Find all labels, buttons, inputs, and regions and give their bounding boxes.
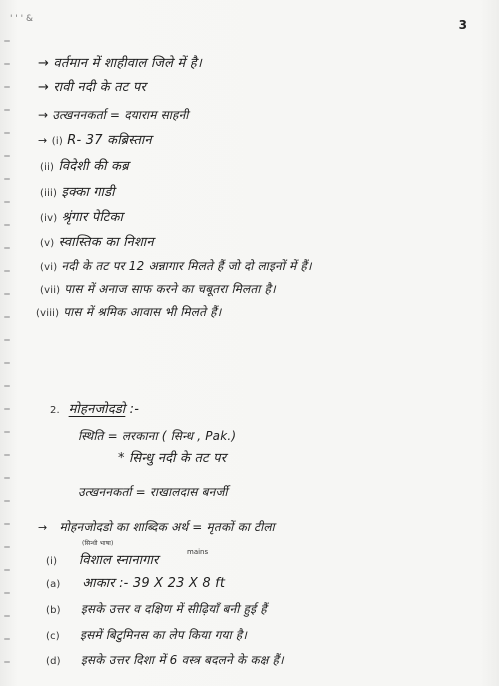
- item-text: नदी के तट पर 12 अन्नागार मिलते हैं जो दो लाइनों में हैं।: [61, 259, 312, 273]
- item-marker: (iii): [40, 188, 58, 199]
- margin-tick: [4, 408, 10, 410]
- margin-tick: [4, 638, 10, 640]
- item-text: इक्का गाडी: [61, 185, 115, 200]
- item-marker: (vi): [40, 262, 58, 273]
- note-line-4: [38, 133, 152, 150]
- item-text: पास में श्रमिक आवास भी मिलते हैं।: [63, 305, 222, 319]
- margin-tick: [4, 224, 10, 226]
- margin-tick: [4, 293, 10, 295]
- meaning-text: मोहनजोदडो का शाब्दिक अर्थ = मृतकों का टीला: [59, 520, 275, 534]
- item-marker: (ii): [40, 162, 55, 173]
- stairs-line: [46, 601, 267, 619]
- margin-tick: [4, 270, 10, 272]
- margin-tick: [4, 178, 10, 180]
- note-line-5: [40, 159, 129, 176]
- margin-tick: [4, 63, 10, 65]
- margin-tick: [4, 385, 10, 387]
- bath-line: [46, 553, 159, 570]
- item-text: स्वास्तिक का निशान: [58, 235, 154, 250]
- margin-tick: [4, 247, 10, 249]
- margin-tick: [4, 109, 10, 111]
- section-title: मोहनजोदडो: [68, 402, 126, 417]
- item-marker: (d): [46, 656, 61, 667]
- size-line: [46, 576, 225, 593]
- margin-tick: [4, 661, 10, 663]
- meaning-note: (सिन्धी भाषा): [82, 540, 114, 547]
- note-line-10: [40, 281, 276, 299]
- note-line-7: [40, 210, 123, 227]
- bitumen-line: [46, 627, 247, 645]
- margin-tick: [4, 523, 10, 525]
- note-line-8: [40, 235, 154, 252]
- section-number: 2.: [50, 405, 60, 416]
- river-line: * सिन्धु नदी के तट पर: [118, 451, 227, 466]
- margin-tick: [4, 201, 10, 203]
- bath-superscript: mains: [187, 548, 209, 556]
- margin-tick: [4, 339, 10, 341]
- excavator-line: उत्खननकर्ता = राखालदास बनर्जी: [78, 485, 228, 499]
- item-text: श्रृंगार पेटिका: [61, 210, 124, 225]
- item-marker: (i): [51, 136, 63, 147]
- margin-tick: [4, 86, 10, 88]
- item-text: आकार :- 39 X 23 X 8 ft: [82, 576, 226, 591]
- note-line-2: → रावी नदी के तट पर: [38, 80, 146, 95]
- margin-tick: [4, 477, 10, 479]
- item-text: विदेशी की कब्र: [58, 159, 129, 174]
- margin-tick: [4, 316, 10, 318]
- rooms-line: [46, 652, 284, 670]
- item-marker: (viii): [36, 308, 60, 319]
- margin-tick: [4, 132, 10, 134]
- note-line-11: [36, 304, 221, 322]
- margin-tick: [4, 362, 10, 364]
- margin-tick: [4, 592, 10, 594]
- arrow-icon: →: [38, 521, 48, 534]
- item-text: इसमें बिटुमिनस का लेप किया गया है।: [79, 628, 248, 642]
- note-line-3: → उत्खननकर्ता = दयाराम साहनी: [38, 108, 189, 122]
- item-marker: (iv): [40, 213, 58, 224]
- margin-ticks: [4, 40, 14, 680]
- item-text: पास में अनाज साफ करने का चबूतरा मिलता है।: [64, 282, 276, 296]
- item-marker: (a): [46, 579, 61, 590]
- note-line-6: [40, 185, 115, 202]
- item-marker: (c): [46, 631, 60, 642]
- top-mark: ' ' ' &: [10, 14, 34, 24]
- item-text: R- 37 कब्रिस्तान: [67, 133, 152, 148]
- margin-tick: [4, 569, 10, 571]
- note-line-9: [40, 258, 312, 276]
- item-text: इसके उत्तर व दक्षिण में सीढ़ियाँ बनी हुई हैं: [80, 602, 267, 616]
- margin-tick: [4, 546, 10, 548]
- margin-tick: [4, 155, 10, 157]
- margin-tick: [4, 615, 10, 617]
- item-text: विशाल स्नानागार: [78, 553, 159, 568]
- arrow-icon: →: [38, 134, 48, 147]
- item-marker: (i): [46, 556, 58, 567]
- margin-tick: [4, 454, 10, 456]
- note-line-1: → वर्तमान में शाहीवाल जिले में है।: [38, 56, 202, 71]
- item-marker: (b): [46, 605, 61, 616]
- item-marker: (vii): [40, 285, 61, 296]
- item-text: इसके उत्तर दिशा में 6 वस्त्र बदलने के कक्ष हैं।: [80, 653, 284, 667]
- page-number: 3: [458, 18, 467, 32]
- section-colon: :-: [129, 402, 140, 417]
- section-2-heading: [50, 402, 139, 419]
- location-line: स्थिति = लरकाना ( सिन्ध , Pak.): [78, 429, 237, 443]
- margin-tick: [4, 40, 10, 42]
- meaning-line: [38, 519, 275, 536]
- margin-tick: [4, 431, 10, 433]
- margin-tick: [4, 500, 10, 502]
- item-marker: (v): [40, 238, 55, 249]
